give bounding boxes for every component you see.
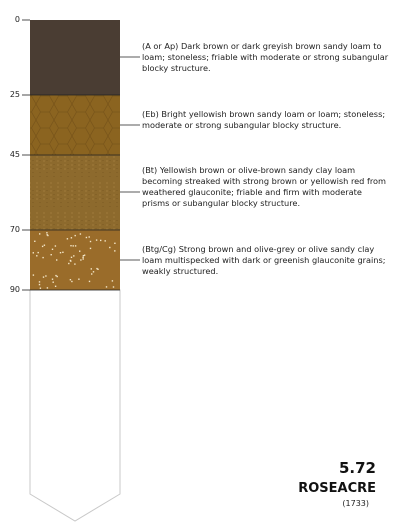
glauconite-speck: [78, 279, 79, 280]
glauconite-speck: [114, 243, 115, 244]
glauconite-speck: [60, 252, 61, 253]
glauconite-speck: [93, 271, 94, 272]
glauconite-speck: [55, 275, 56, 276]
glauconite-speck: [84, 255, 85, 256]
glauconite-speck: [89, 236, 90, 237]
glauconite-speck: [86, 237, 87, 238]
glauconite-speck: [83, 258, 84, 259]
glauconite-speck: [96, 268, 97, 269]
glauconite-speck: [71, 257, 72, 258]
depth-label-0: 0: [14, 15, 20, 24]
horizon-description-a: (A or Ap) Dark brown or dark greyish brown sandy loam to loam; stoneless; friable with moderate or strong subangular blocky structure.: [142, 41, 389, 73]
glauconite-speck: [106, 286, 107, 287]
soil-series-number: (1733): [342, 499, 369, 508]
glauconite-speck: [113, 286, 114, 287]
glauconite-speck: [57, 276, 58, 277]
glauconite-speck: [83, 255, 84, 256]
glauconite-speck: [82, 257, 83, 258]
horizon-band-eb: [30, 95, 120, 155]
glauconite-speck: [73, 245, 74, 246]
glauconite-speck: [34, 241, 35, 242]
glauconite-speck: [75, 245, 76, 246]
soil-series-code: 5.72: [338, 459, 376, 477]
glauconite-speck: [68, 263, 69, 264]
glauconite-speck: [33, 274, 34, 275]
glauconite-speck: [71, 237, 72, 238]
horizon-description-eb: (Eb) Bright yellowish brown sandy loam or loam; stoneless; moderate or strong subangular blocky structure.: [142, 109, 386, 130]
glauconite-speck: [56, 259, 57, 260]
glauconite-speck: [90, 241, 91, 242]
horizon-description-bt: (Bt) Yellowish brown or olive-brown sandy clay loam becoming streaked with strong brown or yellowish red from weathered glauconite; friable and firm with moderate prisms or subangular blocky structure.: [142, 165, 387, 208]
glauconite-speck: [80, 259, 81, 260]
glauconite-speck: [75, 235, 76, 236]
horizon-band-a: [30, 20, 120, 95]
glauconite-speck: [39, 284, 40, 285]
horizon-description-btg: (Btg/Cg) Strong brown and olive-grey or olive sandy clay loam multispecked with dark or greenish glauconite grains; weakly structured.: [142, 244, 386, 276]
depth-label-25: 25: [9, 90, 20, 99]
glauconite-speck: [100, 240, 101, 241]
profile-base: [30, 290, 120, 521]
depth-label-45: 45: [9, 150, 20, 159]
glauconite-speck: [46, 232, 47, 233]
glauconite-speck: [52, 249, 53, 250]
glauconite-speck: [70, 245, 71, 246]
leader-lines: [120, 57, 140, 260]
glauconite-speck: [42, 257, 43, 258]
glauconite-speck: [91, 268, 92, 269]
glauconite-speck: [73, 255, 74, 256]
horizon-band-btg: [30, 230, 120, 290]
glauconite-speck: [71, 281, 72, 282]
glauconite-speck: [51, 254, 52, 255]
glauconite-speck: [55, 286, 56, 287]
depth-label-70: 70: [9, 225, 20, 234]
glauconite-speck: [43, 276, 44, 277]
depth-ticks: [22, 20, 30, 290]
glauconite-speck: [53, 282, 54, 283]
glauconite-speck: [70, 260, 71, 261]
glauconite-speck: [38, 252, 39, 253]
glauconite-speck: [105, 240, 106, 241]
glauconite-speck: [80, 233, 81, 234]
glauconite-speck: [79, 251, 80, 252]
glauconite-speck: [40, 288, 41, 289]
glauconite-speck: [74, 263, 75, 264]
glauconite-speck: [91, 273, 92, 274]
horizon-band-bt: [30, 155, 120, 230]
soil-series-name: ROSEACRE: [298, 481, 376, 496]
glauconite-speck: [39, 233, 40, 234]
glauconite-speck: [42, 246, 43, 247]
glauconite-speck: [33, 252, 34, 253]
glauconite-speck: [44, 245, 45, 246]
glauconite-speck: [96, 239, 97, 240]
glauconite-speck: [109, 247, 110, 248]
glauconite-speck: [90, 248, 91, 249]
glauconite-speck: [89, 281, 90, 282]
glauconite-speck: [45, 275, 46, 276]
glauconite-speck: [62, 252, 63, 253]
glauconite-speck: [67, 238, 68, 239]
glauconite-speck: [55, 245, 56, 246]
glauconite-speck: [70, 279, 71, 280]
glauconite-speck: [52, 279, 53, 280]
glauconite-speck: [47, 287, 48, 288]
glauconite-speck: [36, 255, 37, 256]
glauconite-speck: [39, 281, 40, 282]
depth-label-90: 90: [9, 285, 20, 294]
glauconite-speck: [114, 250, 115, 251]
glauconite-speck: [112, 280, 113, 281]
glauconite-speck: [47, 234, 48, 235]
